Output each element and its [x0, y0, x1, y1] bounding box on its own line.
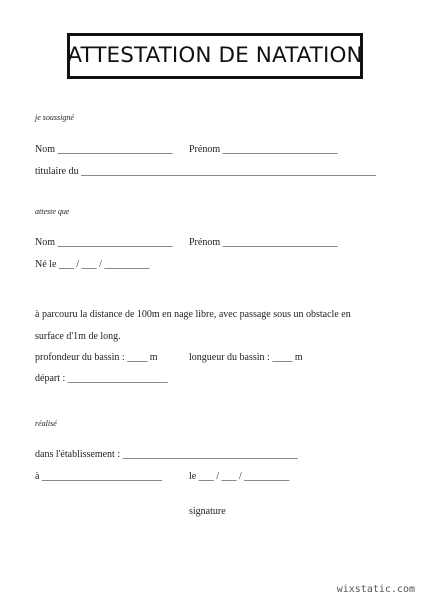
field-depart: départ : ____________________: [35, 373, 168, 384]
field-prenom-2: Prénom _______________________: [189, 237, 338, 248]
distance-text-line1: à parcouru la distance de 100m en nage libre, avec passage sous un obstacle en: [35, 309, 351, 320]
watermark-text: wixstatic.com: [336, 584, 415, 595]
document-title: ATTESTATION DE NATATION: [67, 43, 363, 69]
field-profondeur: profondeur du bassin : ____ m: [35, 352, 158, 363]
distance-text-line2: surface d'1m de long.: [35, 331, 121, 342]
field-nom-1: Nom _______________________: [35, 144, 173, 155]
section-label-atteste-que: atteste que: [35, 207, 70, 216]
field-prenom-1: Prénom _______________________: [189, 144, 338, 155]
section-label-realise: réalisé: [35, 419, 57, 428]
field-longueur: longueur du bassin : ____ m: [189, 352, 303, 363]
field-ne-le: Né le ___ / ___ / _________: [35, 259, 150, 270]
field-date-le: le ___ / ___ / _________: [189, 471, 290, 482]
field-etablissement: dans l'établissement : ___________________________________: [35, 449, 298, 460]
title-box: [67, 33, 363, 79]
section-label-je-soussigne: je soussigné: [35, 113, 74, 122]
field-a: à ________________________: [35, 471, 162, 482]
field-titulaire: titulaire du ___________________________________________________________: [35, 166, 377, 177]
signature-label: signature: [189, 506, 226, 517]
field-nom-2: Nom _______________________: [35, 237, 173, 248]
